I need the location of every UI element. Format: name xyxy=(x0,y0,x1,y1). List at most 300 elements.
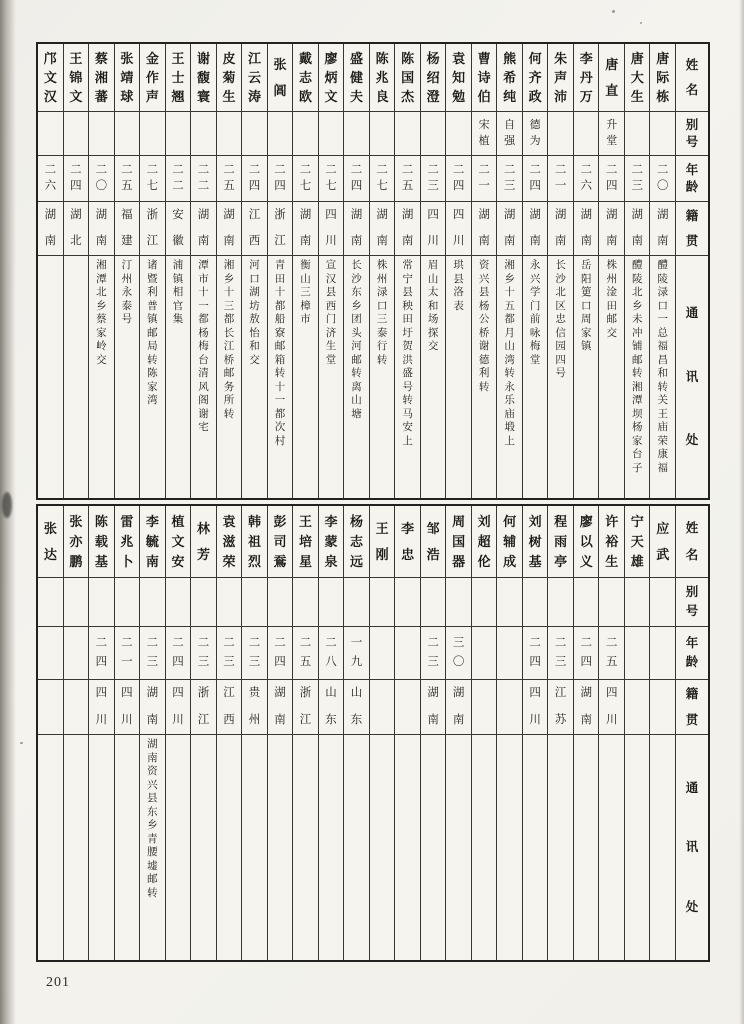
person-age: 二 五 xyxy=(115,156,140,202)
person-address: 长 沙 北 区 忠 信 园 四 号 xyxy=(555,260,566,379)
person-column xyxy=(216,44,242,498)
person-origin: 山 东 xyxy=(319,680,344,735)
person-age: 二 〇 xyxy=(89,156,114,202)
person-age: 二 四 xyxy=(599,156,624,202)
person-address xyxy=(89,735,114,960)
person-alias xyxy=(268,578,293,627)
person-origin: 湖 南 xyxy=(446,680,471,735)
header-age: 年 龄 xyxy=(676,156,708,202)
person-name: 唐 大 生 xyxy=(625,44,650,112)
person-column xyxy=(318,44,344,498)
person-alias: 自 强 xyxy=(497,112,522,156)
person-alias xyxy=(574,578,599,627)
person-name: 皮 菊 生 xyxy=(217,44,242,112)
person-column xyxy=(598,44,624,498)
person-address xyxy=(242,735,267,960)
person-alias xyxy=(242,578,267,627)
person-alias xyxy=(115,112,140,156)
directory-table-top xyxy=(36,42,710,500)
person-origin: 湖 南 xyxy=(599,202,624,256)
person-origin: 湖 南 xyxy=(293,202,318,256)
header-origin: 籍 贯 xyxy=(676,680,708,735)
person-column xyxy=(165,506,191,960)
person-origin: 四 川 xyxy=(523,680,548,735)
person-name: 邹 浩 xyxy=(421,506,446,578)
person-name: 杨 绍 澄 xyxy=(421,44,446,112)
person-age: 二 三 xyxy=(421,156,446,202)
person-origin: 福 建 xyxy=(115,202,140,256)
person-address: 诸 暨 利 普 镇 邮 局 转 陈 家 湾 xyxy=(147,260,158,406)
person-name: 蔡 湘 蕃 xyxy=(89,44,114,112)
person-age xyxy=(395,627,420,680)
person-column xyxy=(522,506,548,960)
person-name: 周 国 器 xyxy=(446,506,471,578)
person-column xyxy=(471,506,497,960)
person-origin: 江 西 xyxy=(217,680,242,735)
person-age: 二 三 xyxy=(242,627,267,680)
person-address xyxy=(191,735,216,960)
person-name: 邝 文 汉 xyxy=(38,44,63,112)
person-address: 浦 镇 相 官 集 xyxy=(172,260,184,325)
person-column xyxy=(292,44,318,498)
person-origin: 湖 南 xyxy=(574,202,599,256)
person-age: 二 四 xyxy=(446,156,471,202)
person-alias xyxy=(395,112,420,156)
person-age: 二 四 xyxy=(268,156,293,202)
person-alias xyxy=(191,112,216,156)
person-origin: 湖 南 xyxy=(268,680,293,735)
person-address xyxy=(472,735,497,960)
person-alias xyxy=(446,112,471,156)
header-alias: 别 号 xyxy=(676,578,708,627)
person-origin: 四 川 xyxy=(166,680,191,735)
person-column xyxy=(369,506,395,960)
person-column xyxy=(445,44,471,498)
person-column xyxy=(573,44,599,498)
person-name: 李 丹 万 xyxy=(574,44,599,112)
person-column xyxy=(318,506,344,960)
person-age: 一 九 xyxy=(344,627,369,680)
person-origin xyxy=(625,680,650,735)
header-origin: 籍 贯 xyxy=(676,202,708,256)
person-address: 湘 乡 十 三 都 长 江 桥 邮 务 所 转 xyxy=(223,260,235,420)
person-name: 盛 健 夫 xyxy=(344,44,369,112)
person-column xyxy=(139,44,165,498)
person-alias xyxy=(217,112,242,156)
person-origin xyxy=(395,680,420,735)
person-name: 曹 诗 伯 xyxy=(472,44,497,112)
person-address xyxy=(268,735,293,960)
person-name: 袁 滋 荣 xyxy=(217,506,242,578)
person-name: 张 亦 鹏 xyxy=(64,506,89,578)
person-column xyxy=(267,506,293,960)
person-age xyxy=(472,627,497,680)
person-name: 唐 际 栋 xyxy=(650,44,675,112)
person-alias xyxy=(89,112,114,156)
person-name: 李 忠 xyxy=(395,506,420,578)
person-address xyxy=(574,735,599,960)
person-column xyxy=(216,506,242,960)
person-column xyxy=(547,44,573,498)
person-column xyxy=(547,506,573,960)
person-name: 袁 知 勉 xyxy=(446,44,471,112)
person-address xyxy=(650,735,675,960)
person-alias xyxy=(319,112,344,156)
person-origin: 湖 南 xyxy=(140,680,165,735)
person-origin: 山 东 xyxy=(344,680,369,735)
person-name: 熊 希 纯 xyxy=(497,44,522,112)
person-column xyxy=(598,506,624,960)
person-name: 金 作 声 xyxy=(140,44,165,112)
person-column xyxy=(420,44,446,498)
header-name: 姓 名 xyxy=(676,506,708,578)
person-alias xyxy=(421,112,446,156)
page-edge-shadow xyxy=(739,0,744,1024)
person-column xyxy=(471,44,497,498)
person-alias: 升 堂 xyxy=(599,112,624,156)
person-age xyxy=(370,627,395,680)
person-origin: 湖 南 xyxy=(523,202,548,256)
person-age: 二 四 xyxy=(344,156,369,202)
person-age: 二 三 xyxy=(625,156,650,202)
person-alias xyxy=(344,112,369,156)
person-age: 二 五 xyxy=(293,627,318,680)
person-name: 陈 国 杰 xyxy=(395,44,420,112)
person-column xyxy=(88,506,114,960)
person-name: 陈 载 基 xyxy=(89,506,114,578)
person-age: 二 四 xyxy=(268,627,293,680)
person-origin: 浙 江 xyxy=(191,680,216,735)
person-name: 许 裕 生 xyxy=(599,506,624,578)
person-alias xyxy=(446,578,471,627)
person-origin xyxy=(472,680,497,735)
person-origin: 四 川 xyxy=(115,680,140,735)
person-age: 二 四 xyxy=(64,156,89,202)
person-alias xyxy=(370,112,395,156)
person-address xyxy=(344,735,369,960)
person-alias xyxy=(38,112,63,156)
person-origin: 四 川 xyxy=(89,680,114,735)
person-address xyxy=(38,735,63,960)
person-address xyxy=(421,735,446,960)
person-origin: 江 西 xyxy=(242,202,267,256)
person-address xyxy=(625,735,650,960)
person-age: 二 二 xyxy=(191,156,216,202)
person-origin: 四 川 xyxy=(446,202,471,256)
person-origin xyxy=(64,680,89,735)
person-name: 李 蒙 泉 xyxy=(319,506,344,578)
person-address xyxy=(64,256,89,498)
person-address: 湘 潭 北 乡 蔡 家 岭 交 xyxy=(96,260,107,366)
person-name: 彭 司 鴌 xyxy=(268,506,293,578)
person-alias: 宋 植 xyxy=(472,112,497,156)
person-origin: 湖 南 xyxy=(191,202,216,256)
person-age: 二 一 xyxy=(548,156,573,202)
person-origin: 湖 南 xyxy=(344,202,369,256)
person-column xyxy=(63,506,89,960)
person-age: 二 五 xyxy=(217,156,242,202)
person-age: 二 七 xyxy=(293,156,318,202)
person-origin: 湖 北 xyxy=(64,202,89,256)
person-name: 宁 天 雄 xyxy=(625,506,650,578)
person-name: 张 达 xyxy=(38,506,63,578)
person-column xyxy=(343,44,369,498)
person-alias xyxy=(599,578,624,627)
person-address xyxy=(548,735,573,960)
person-column xyxy=(573,506,599,960)
person-origin: 四 川 xyxy=(421,202,446,256)
person-age: 二 四 xyxy=(166,627,191,680)
person-alias xyxy=(217,578,242,627)
person-alias xyxy=(242,112,267,156)
person-name: 朱 声 沛 xyxy=(548,44,573,112)
person-name: 廖 以 义 xyxy=(574,506,599,578)
person-age: 二 二 xyxy=(166,156,191,202)
person-column xyxy=(267,44,293,498)
person-age: 二 六 xyxy=(38,156,63,202)
person-origin: 湖 南 xyxy=(395,202,420,256)
person-name: 杨 志 远 xyxy=(344,506,369,578)
person-address xyxy=(64,735,89,960)
person-address: 衡 山 三 樟 市 xyxy=(300,260,311,325)
person-origin xyxy=(370,680,395,735)
person-origin: 湖 南 xyxy=(421,680,446,735)
person-column xyxy=(522,44,548,498)
person-alias xyxy=(64,112,89,156)
person-column xyxy=(114,506,140,960)
person-origin: 四 川 xyxy=(599,680,624,735)
person-name: 王 刚 xyxy=(370,506,395,578)
person-column xyxy=(496,44,522,498)
person-alias xyxy=(421,578,446,627)
person-origin: 浙 江 xyxy=(268,202,293,256)
person-address: 长 沙 东 乡 团 头 河 邮 转 离 山 塘 xyxy=(351,260,362,420)
person-age: 二 七 xyxy=(319,156,344,202)
person-alias xyxy=(625,578,650,627)
person-address: 株 州 渌 口 三 泰 行 转 xyxy=(376,260,388,366)
person-name: 谢 馥 寰 xyxy=(191,44,216,112)
person-origin: 四 川 xyxy=(319,202,344,256)
person-age: 二 四 xyxy=(89,627,114,680)
person-age: 二 三 xyxy=(421,627,446,680)
person-age xyxy=(64,627,89,680)
person-column xyxy=(496,506,522,960)
person-address xyxy=(497,735,522,960)
person-name: 廖 炳 文 xyxy=(319,44,344,112)
person-address: 汀 州 永 泰 号 xyxy=(121,260,133,325)
person-age xyxy=(497,627,522,680)
person-column xyxy=(190,506,216,960)
person-age: 二 五 xyxy=(395,156,420,202)
person-column xyxy=(38,506,63,960)
person-age: 二 五 xyxy=(599,627,624,680)
person-origin: 湖 南 xyxy=(650,202,675,256)
person-alias: 德 为 xyxy=(523,112,548,156)
person-column xyxy=(624,44,650,498)
person-name: 唐 直 xyxy=(599,44,624,112)
person-column xyxy=(38,44,63,498)
person-age: 二 〇 xyxy=(650,156,675,202)
person-age: 二 六 xyxy=(574,156,599,202)
person-origin xyxy=(38,680,63,735)
directory-table-bottom xyxy=(36,504,710,962)
person-origin: 湖 南 xyxy=(548,202,573,256)
person-alias xyxy=(548,578,573,627)
person-name: 张 阊 xyxy=(268,44,293,112)
person-address: 醴 陵 渌 口 一 总 福 昌 和 转 关 王 庙 荣 康 福 xyxy=(657,260,668,474)
person-alias xyxy=(64,578,89,627)
person-address: 潭 市 十 一 都 杨 梅 台 清 风 阁 谢 宅 xyxy=(198,260,209,433)
person-column xyxy=(241,44,267,498)
person-age: 二 一 xyxy=(472,156,497,202)
person-address xyxy=(370,735,395,960)
person-origin: 江 苏 xyxy=(548,680,573,735)
ink-speck xyxy=(20,742,23,744)
person-age: 二 三 xyxy=(217,627,242,680)
person-name: 何 齐 政 xyxy=(523,44,548,112)
person-name: 林 芳 xyxy=(191,506,216,578)
header-column xyxy=(675,506,708,960)
person-address xyxy=(599,735,624,960)
person-origin: 贵 州 xyxy=(242,680,267,735)
person-alias xyxy=(548,112,573,156)
header-address: 通 讯 处 xyxy=(685,306,699,448)
person-alias xyxy=(625,112,650,156)
person-column xyxy=(394,44,420,498)
person-name: 陈 兆 良 xyxy=(370,44,395,112)
person-alias xyxy=(395,578,420,627)
person-alias xyxy=(472,578,497,627)
person-column xyxy=(343,506,369,960)
person-name: 刘 超 伦 xyxy=(472,506,497,578)
person-age xyxy=(625,627,650,680)
person-age: 二 三 xyxy=(191,627,216,680)
person-alias xyxy=(38,578,63,627)
person-origin: 湖 南 xyxy=(497,202,522,256)
person-name: 何 辅 成 xyxy=(497,506,522,578)
person-age: 三 〇 xyxy=(446,627,471,680)
person-age: 二 四 xyxy=(523,156,548,202)
person-address: 永 兴 学 门 前 咏 梅 堂 xyxy=(529,260,541,366)
person-origin: 湖 南 xyxy=(370,202,395,256)
person-age: 二 七 xyxy=(370,156,395,202)
person-column xyxy=(624,506,650,960)
person-name: 植 文 安 xyxy=(166,506,191,578)
person-column xyxy=(649,506,675,960)
person-age: 二 一 xyxy=(115,627,140,680)
person-address: 湘 乡 十 五 都 月 山 湾 转 永 乐 庙 塅 上 xyxy=(504,260,515,447)
person-origin xyxy=(650,680,675,735)
person-address: 青 田 十 都 船 寮 邮 箱 转 十 一 都 次 村 xyxy=(274,260,286,447)
person-alias xyxy=(497,578,522,627)
person-alias xyxy=(293,578,318,627)
person-address: 岳 阳 筻 口 周 家 镇 xyxy=(580,260,592,352)
person-age: 二 三 xyxy=(497,156,522,202)
person-name: 程 雨 亭 xyxy=(548,506,573,578)
person-column xyxy=(88,44,114,498)
header-alias: 别 号 xyxy=(676,112,708,156)
person-name: 江 云 涛 xyxy=(242,44,267,112)
person-alias xyxy=(370,578,395,627)
person-origin: 湖 南 xyxy=(625,202,650,256)
person-name: 应 武 xyxy=(650,506,675,578)
person-origin: 湖 南 xyxy=(217,202,242,256)
person-address: 醴 陵 北 乡 未 冲 铺 邮 转 湘 潭 坝 杨 家 台 子 xyxy=(631,260,643,474)
header-address: 通 讯 处 xyxy=(685,780,699,914)
person-column xyxy=(420,506,446,960)
person-name: 张 靖 球 xyxy=(115,44,140,112)
person-name: 戴 志 欧 xyxy=(293,44,318,112)
person-column xyxy=(369,44,395,498)
person-name: 王 培 星 xyxy=(293,506,318,578)
person-alias xyxy=(344,578,369,627)
person-alias xyxy=(650,578,675,627)
person-alias xyxy=(293,112,318,156)
person-origin: 湖 南 xyxy=(472,202,497,256)
person-name: 王 士 翘 xyxy=(166,44,191,112)
person-column xyxy=(63,44,89,498)
person-origin: 浙 江 xyxy=(140,202,165,256)
person-address: 珙 县 洛 表 xyxy=(453,260,464,312)
person-address xyxy=(293,735,318,960)
person-alias xyxy=(89,578,114,627)
person-address: 湖 南 资 兴 县 东 乡 青 腰 墟 邮 转 xyxy=(147,739,158,899)
ink-speck xyxy=(612,10,615,13)
person-column xyxy=(114,44,140,498)
person-alias xyxy=(574,112,599,156)
person-age: 二 四 xyxy=(242,156,267,202)
person-address: 宣 汉 县 西 门 济 生 堂 xyxy=(325,260,337,366)
person-alias xyxy=(268,112,293,156)
person-origin: 安 徽 xyxy=(166,202,191,256)
person-address xyxy=(523,735,548,960)
person-address: 眉 山 太 和 场 探 交 xyxy=(427,260,439,352)
person-name: 李 毓 南 xyxy=(140,506,165,578)
person-address xyxy=(446,735,471,960)
person-alias xyxy=(140,112,165,156)
person-name: 王 锦 文 xyxy=(64,44,89,112)
person-origin: 湖 南 xyxy=(89,202,114,256)
person-origin xyxy=(497,680,522,735)
person-address xyxy=(217,735,242,960)
person-origin: 浙 江 xyxy=(293,680,318,735)
person-address xyxy=(166,735,191,960)
person-address: 株 州 淦 田 邮 交 xyxy=(606,260,617,339)
person-alias xyxy=(650,112,675,156)
person-address xyxy=(395,735,420,960)
header-column xyxy=(675,44,708,498)
person-column xyxy=(190,44,216,498)
person-address: 河 口 湖 坊 敖 怡 和 交 xyxy=(249,260,260,366)
person-column xyxy=(165,44,191,498)
person-alias xyxy=(166,112,191,156)
person-name: 刘 树 基 xyxy=(523,506,548,578)
person-name: 韩 祖 烈 xyxy=(242,506,267,578)
person-column xyxy=(445,506,471,960)
person-address: 常 宁 县 秧 田 圩 贺 洪 盛 号 转 马 安 上 xyxy=(402,260,413,447)
person-address: 资 兴 县 杨 公 桥 谢 德 利 转 xyxy=(478,260,490,393)
person-address xyxy=(115,735,140,960)
person-address xyxy=(319,735,344,960)
person-alias xyxy=(140,578,165,627)
person-age: 二 四 xyxy=(574,627,599,680)
person-column xyxy=(241,506,267,960)
person-age: 二 三 xyxy=(548,627,573,680)
person-origin: 湖 南 xyxy=(574,680,599,735)
ink-speck xyxy=(640,22,642,24)
person-alias xyxy=(523,578,548,627)
person-age xyxy=(38,627,63,680)
